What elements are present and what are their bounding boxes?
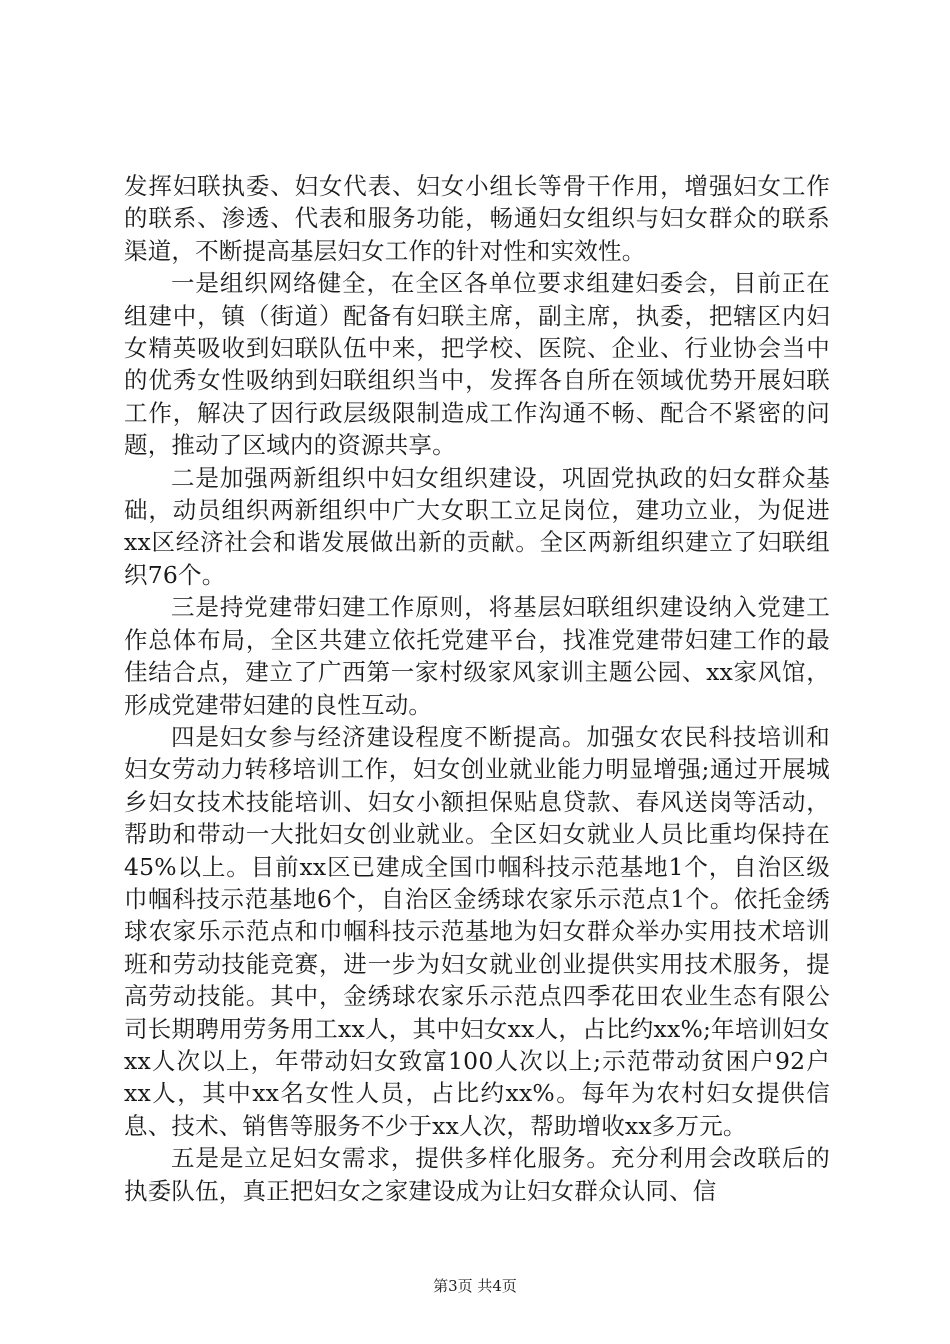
document-body [124, 170, 830, 1207]
paragraph-diverse-services: 五是是立足妇女需求，提供多样化服务。充分利用会改联后的执委队伍，真正把妇女之家建设成为让妇女群众认同、信 [124, 1144, 830, 1205]
paragraph-organization-network: 一是组织网络健全，在全区各单位要求组建妇委会，目前正在组建中，镇（街道）配备有妇联主席，副主席，执委，把辖区内妇女精英吸收到妇联队伍中来，把学校、医院、企业、行业协会当中的优秀女性吸纳到妇联组织当中，发挥各自所在领域优势开展妇联工作，解决了因行政层级限制造成工作沟通不畅、配合不紧密的问题，推动了区域内的资源共享。 [124, 269, 830, 460]
paragraph-economic-participation: 四是妇女参与经济建设程度不断提高。加强女农民科技培训和妇女劳动力转移培训工作，妇女创业就业能力明显增强;通过开展城乡妇女技术技能培训、妇女小额担保贴息贷款、春风送岗等活动，帮助和带动一大批妇女创业就业。全区妇女就业人员比重均保持在45%以上。目前xx区已建成全国巾帼科技示范基地1个，自治区级巾帼科技示范基地6个，自治区金绣球农家乐示范点1个。依托金绣球农家乐示范点和巾帼科技示范基地为妇女群众举办实用技术培训班和劳动技能竞赛，进一步为妇女就业创业提供实用技术服务，提高劳动技能。其中，金绣球农家乐示范点四季花田农业生态有限公司长期聘用劳务用工xx人，其中妇女xx人，占比约xx%;年培训妇女xx人次以上，年带动妇女致富100人次以上;示范带动贫困户92户xx人，其中xx名女性人员，占比约xx%。每年为农村妇女提供信息、技术、销售等服务不少于xx人次，帮助增收xx多万元。 [124, 722, 830, 1140]
paragraph-two-new-organizations: 二是加强两新组织中妇女组织建设，巩固党执政的妇女群众基础，动员组织两新组织中广大女职工立足岗位，建功立业，为促进xx区经济社会和谐发展做出新的贡献。全区两新组织建立了妇联组织76个。 [124, 463, 830, 589]
page-number-footer: 第3页 共4页 [433, 1277, 517, 1295]
paragraph-continuation: 发挥妇联执委、妇女代表、妇女小组长等骨干作用，增强妇女工作的联系、渗透、代表和服务功能，畅通妇女组织与妇女群众的联系渠道，不断提高基层妇女工作的针对性和实效性。 [124, 172, 830, 265]
paragraph-party-building: 三是持党建带妇建工作原则，将基层妇联组织建设纳入党建工作总体布局，全区共建立依托党建平台，找准党建带妇建工作的最佳结合点，建立了广西第一家村级家风家训主题公园、xx家风馆，形成党建带妇建的良性互动。 [124, 593, 830, 719]
